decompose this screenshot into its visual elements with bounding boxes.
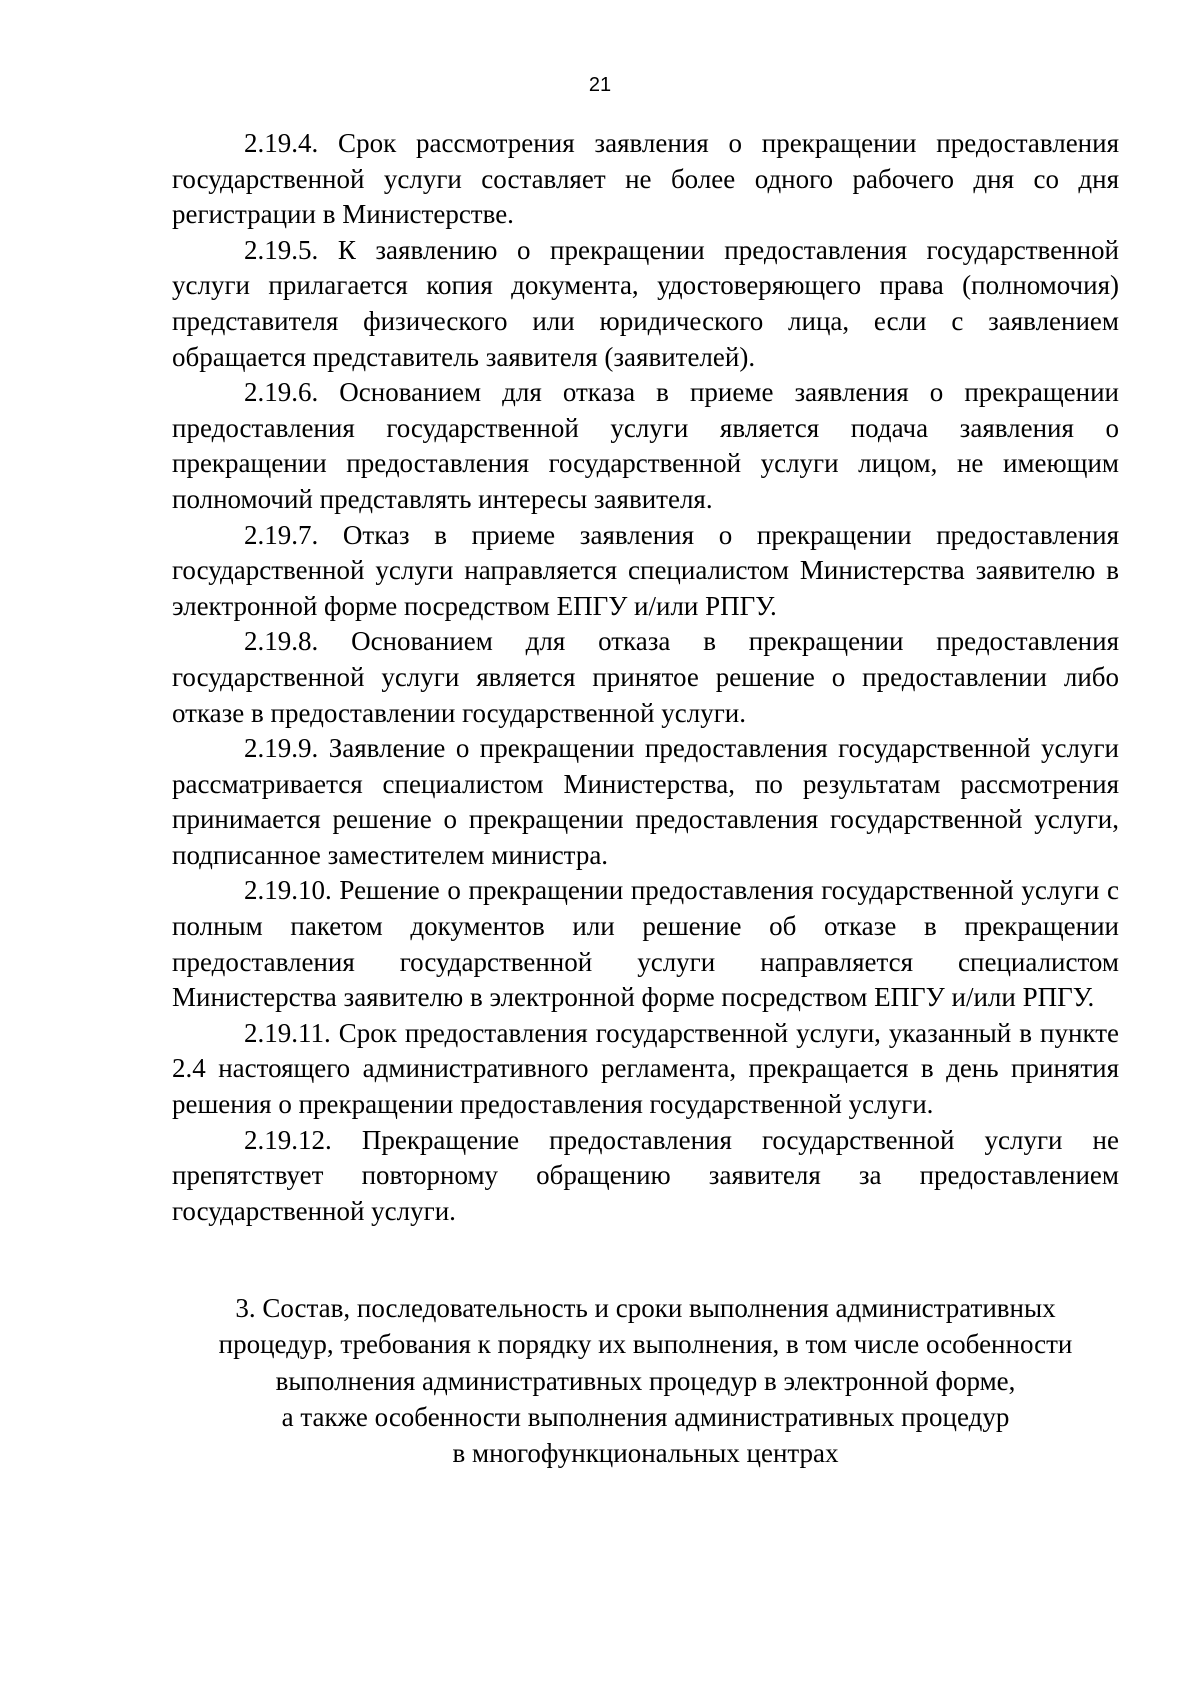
paragraph-2-19-9: 2.19.9. Заявление о прекращении предоставления государственной услуги рассматривается специалистом Министерства, по результатам рассмотрения принимается решение о прекращении предоставления государственной услуги, подписанное заместителем министра. (172, 733, 1119, 870)
paragraph-2-19-8: 2.19.8. Основанием для отказа в прекращении предоставления государственной услуги является принятое решение о предоставлении либо отказе в предоставлении государственной услуги. (172, 626, 1119, 728)
section-heading-line: процедур, требования к порядку их выполнения, в том числе особенности (218, 1329, 1073, 1360)
paragraph-2-19-7: 2.19.7. Отказ в приеме заявления о прекращении предоставления государственной услуги направляется специалистом Министерства заявителю в электронной форме посредством ЕПГУ и/или РПГУ. (172, 519, 1119, 621)
paragraph-2-19-6: 2.19.6. Основанием для отказа в приеме заявления о прекращении предоставления государственной услуги является подача заявления о прекращении предоставления государственной услуги лицом, не имеющим полномочий представлять интересы заявителя. (172, 377, 1119, 514)
page-number: 21 (588, 74, 612, 96)
section-heading-line: выполнения административных процедур в электронной форме, (275, 1365, 1016, 1396)
paragraph-2-19-10: 2.19.10. Решение о прекращении предоставления государственной услуги с полным пакетом документов или решение об отказе в прекращении предоставления государственной услуги направляется специалистом Министерства заявителю в электронной форме посредством ЕПГУ и/или РПГУ. (172, 875, 1119, 1013)
section-heading-line: в многофункциональных центрах (452, 1438, 839, 1469)
section-heading (172, 1290, 1119, 1471)
section-heading-line: а также особенности выполнения административных процедур (281, 1401, 1010, 1432)
document-body (172, 126, 1119, 1229)
paragraph-2-19-11: 2.19.11. Срок предоставления государственной услуги, указанный в пункте 2.4 настоящего административного регламента, прекращается в день принятия решения о прекращении предоставления государственной услуги. (172, 1017, 1119, 1120)
paragraph-2-19-5: 2.19.5. К заявлению о прекращении предоставления государственной услуги прилагается копия документа, удостоверяющего права (полномочия) представителя физического или юридического лица, если с заявлением обращается представитель заявителя (заявителей). (172, 234, 1119, 372)
paragraph-2-19-12: 2.19.12. Прекращение предоставления государственной услуги не препятствует повторному обращению заявителя за предоставлением государственной услуги. (172, 1124, 1119, 1226)
paragraph-2-19-4: 2.19.4. Срок рассмотрения заявления о прекращении предоставления государственной услуги составляет не более одного рабочего дня со дня регистрации в Министерстве. (172, 128, 1119, 230)
section-heading-line: 3. Состав, последовательность и сроки выполнения административных (235, 1293, 1056, 1323)
